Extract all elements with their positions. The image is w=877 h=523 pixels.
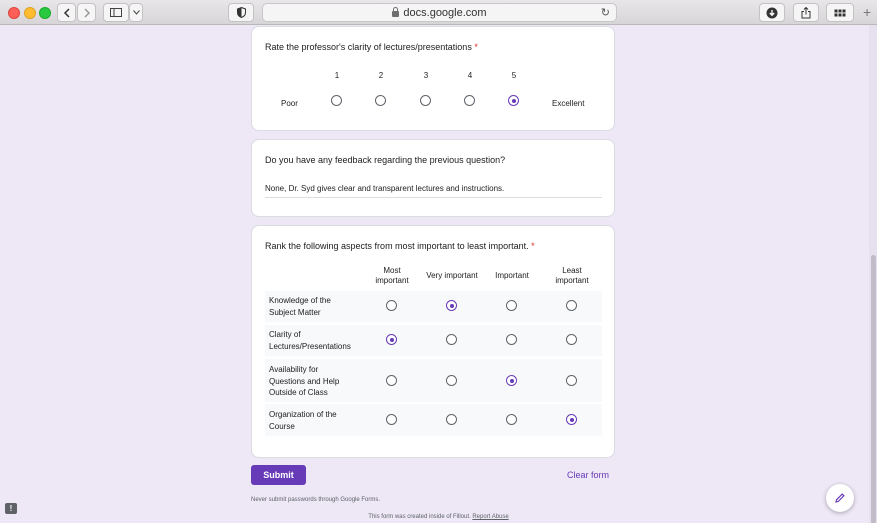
grid-column-important: Important — [495, 271, 529, 280]
scrollbar[interactable] — [869, 25, 877, 523]
grid-radio-organization-very[interactable] — [446, 414, 457, 425]
grid-radio-knowledge-most[interactable] — [386, 300, 397, 311]
grid-radio-clarity-very[interactable] — [446, 334, 457, 345]
download-icon — [766, 7, 778, 19]
reload-icon[interactable]: ↻ — [600, 7, 610, 19]
grid-row-clarity — [265, 325, 602, 356]
rating-radio-5[interactable] — [508, 95, 519, 106]
scrollbar-thumb[interactable] — [871, 255, 876, 523]
tabs-overview-icon — [834, 9, 846, 17]
scale-high-label: Excellent — [552, 99, 585, 108]
grid-row-availability — [265, 359, 602, 402]
grid-row-label: Availability for Questions and Help Outside of Class — [269, 365, 340, 398]
grid-radio-knowledge-least[interactable] — [566, 300, 577, 311]
question-card-feedback — [251, 139, 615, 217]
scale-label-2: 2 — [378, 71, 384, 80]
sidebar-menu-button[interactable] — [129, 3, 143, 22]
report-abuse-link[interactable]: Report Abuse — [472, 514, 509, 520]
grid-radio-clarity-least[interactable] — [566, 334, 577, 345]
lock-icon — [392, 11, 399, 17]
question-title: Rate the professor's clarity of lectures/presentations * — [265, 42, 478, 52]
new-tab-icon[interactable]: + — [863, 4, 872, 20]
password-warning: Never submit passwords through Google Forms. — [251, 497, 381, 503]
sidebar-icon — [110, 8, 122, 17]
shield-icon — [237, 7, 246, 18]
address-bar[interactable] — [262, 3, 617, 22]
clear-form-button[interactable]: Clear form — [567, 470, 610, 480]
forward-button[interactable] — [77, 3, 96, 22]
browser-toolbar — [0, 0, 877, 25]
question-card-ranking — [251, 225, 615, 458]
scale-label-5: 5 — [511, 71, 517, 80]
tabs-overview-button[interactable] — [826, 3, 854, 22]
scale-label-1: 1 — [334, 71, 340, 80]
footer-text: This form was created inside of Fillout. — [368, 514, 471, 520]
grid-radio-clarity-important[interactable] — [506, 334, 517, 345]
url-text: docs.google.com — [403, 6, 487, 19]
privacy-button[interactable] — [228, 3, 254, 22]
report-icon[interactable]: ! — [5, 503, 17, 514]
grid-column-least-important: Least important — [555, 266, 589, 286]
rating-radio-2[interactable] — [375, 95, 386, 106]
grid-radio-availability-least[interactable] — [566, 375, 577, 386]
grid-row-knowledge — [265, 291, 602, 322]
scale-label-3: 3 — [423, 71, 429, 80]
feedback-input[interactable]: None, Dr. Syd gives clear and transparent lectures and instructions. — [265, 184, 505, 193]
share-button[interactable] — [793, 3, 819, 22]
grid-radio-organization-most[interactable] — [386, 414, 397, 425]
question-title: Do you have any feedback regarding the previous question? — [265, 155, 506, 165]
grid-radio-knowledge-important[interactable] — [506, 300, 517, 311]
grid-radio-availability-important[interactable] — [506, 375, 517, 386]
scale-label-4: 4 — [467, 71, 473, 80]
grid-radio-clarity-most[interactable] — [386, 334, 397, 345]
scale-low-label: Poor — [281, 99, 298, 108]
back-button[interactable] — [57, 3, 76, 22]
rating-radio-3[interactable] — [420, 95, 431, 106]
downloads-button[interactable] — [759, 3, 785, 22]
grid-row-label: Knowledge of the Subject Matter — [269, 296, 331, 317]
required-marker: * — [474, 42, 478, 52]
edit-form-button[interactable] — [826, 484, 854, 512]
forward-icon — [83, 8, 91, 18]
grid-row-organization — [265, 404, 602, 436]
grid-radio-availability-most[interactable] — [386, 375, 397, 386]
grid-radio-availability-very[interactable] — [446, 375, 457, 386]
rating-radio-1[interactable] — [331, 95, 342, 106]
edit-icon — [834, 492, 846, 504]
grid-column-very-important: Very important — [426, 271, 478, 280]
grid-radio-organization-important[interactable] — [506, 414, 517, 425]
share-icon — [801, 7, 811, 19]
zoom-window-button[interactable] — [39, 7, 51, 19]
minimize-window-button[interactable] — [24, 7, 36, 19]
required-marker: * — [531, 241, 535, 251]
input-underline — [265, 197, 602, 198]
grid-row-label: Organization of the Course — [269, 410, 337, 431]
grid-radio-organization-least[interactable] — [566, 414, 577, 425]
sidebar-button[interactable] — [103, 3, 129, 22]
submit-button[interactable]: Submit — [251, 465, 306, 485]
back-icon — [63, 8, 71, 18]
question-card-rating — [251, 26, 615, 131]
close-window-button[interactable] — [8, 7, 20, 19]
chevron-down-icon — [133, 10, 140, 15]
rating-radio-4[interactable] — [464, 95, 475, 106]
grid-column-most-important: Most important — [375, 266, 409, 286]
grid-radio-knowledge-very[interactable] — [446, 300, 457, 311]
question-title: Rank the following aspects from most important to least important. * — [265, 241, 535, 251]
form-footer — [0, 514, 877, 520]
grid-row-label: Clarity of Lectures/Presentations — [269, 330, 351, 351]
